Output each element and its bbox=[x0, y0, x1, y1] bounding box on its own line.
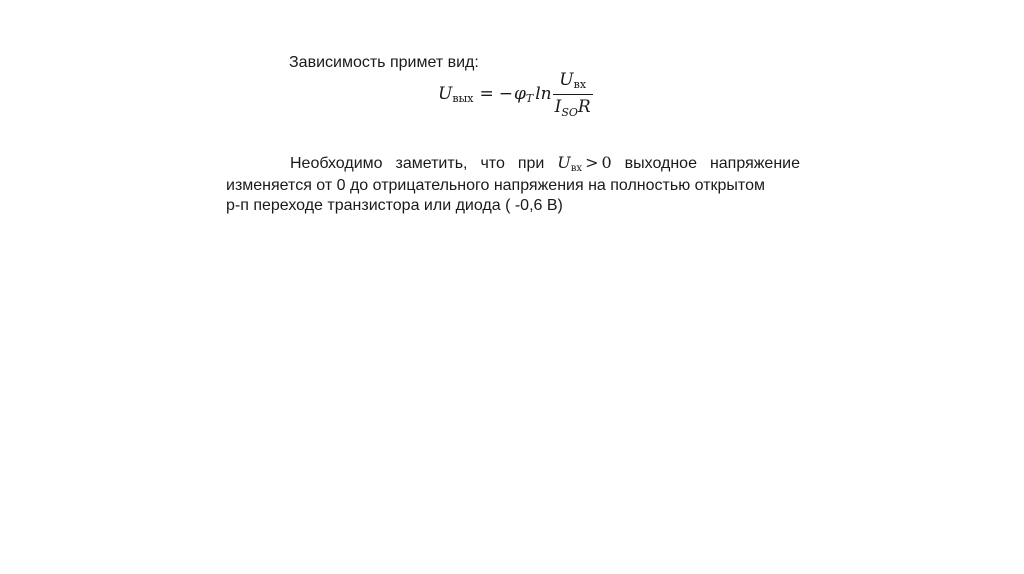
intro-text: Зависимость примет вид: bbox=[289, 54, 479, 71]
condition-subscript: вх bbox=[570, 163, 583, 174]
formula-numerator-symbol: U bbox=[559, 69, 574, 90]
formula-lhs-symbol: U bbox=[438, 84, 453, 104]
formula-denominator-I: I bbox=[554, 96, 562, 117]
formula-lhs-subscript: вых bbox=[452, 91, 474, 105]
formula-denominator bbox=[553, 95, 593, 119]
paragraph-line-2: изменяется от 0 до отрицательного напряжения на полностью открытом bbox=[226, 177, 765, 194]
formula-equals: = bbox=[479, 84, 494, 104]
formula-denominator-subscript: SO bbox=[561, 105, 578, 119]
formula-phi: φ bbox=[513, 84, 526, 104]
formula-numerator bbox=[557, 70, 588, 94]
formula-ln: ln bbox=[535, 84, 552, 104]
formula-minus: − bbox=[498, 84, 513, 104]
paragraph-line-1 bbox=[226, 153, 800, 176]
paragraph-line-1-before: Необходимо заметить, что при bbox=[290, 155, 558, 172]
formula-phi-subscript: T bbox=[525, 91, 534, 105]
paragraph-line-3: p-п переходе транзистора или диода ( -0,6 В) bbox=[226, 197, 563, 214]
explanation-paragraph bbox=[226, 153, 800, 216]
paragraph-line-1-after: выходное напряжение bbox=[611, 155, 800, 172]
formula-denominator-R: R bbox=[577, 96, 591, 117]
paragraph-condition bbox=[557, 153, 611, 172]
output-voltage-formula bbox=[438, 70, 593, 118]
condition-gt: > bbox=[585, 153, 599, 172]
formula-fraction bbox=[553, 70, 593, 119]
condition-value: 0 bbox=[601, 153, 612, 172]
formula-numerator-subscript: вх bbox=[573, 77, 587, 91]
condition-symbol: U bbox=[557, 153, 571, 172]
